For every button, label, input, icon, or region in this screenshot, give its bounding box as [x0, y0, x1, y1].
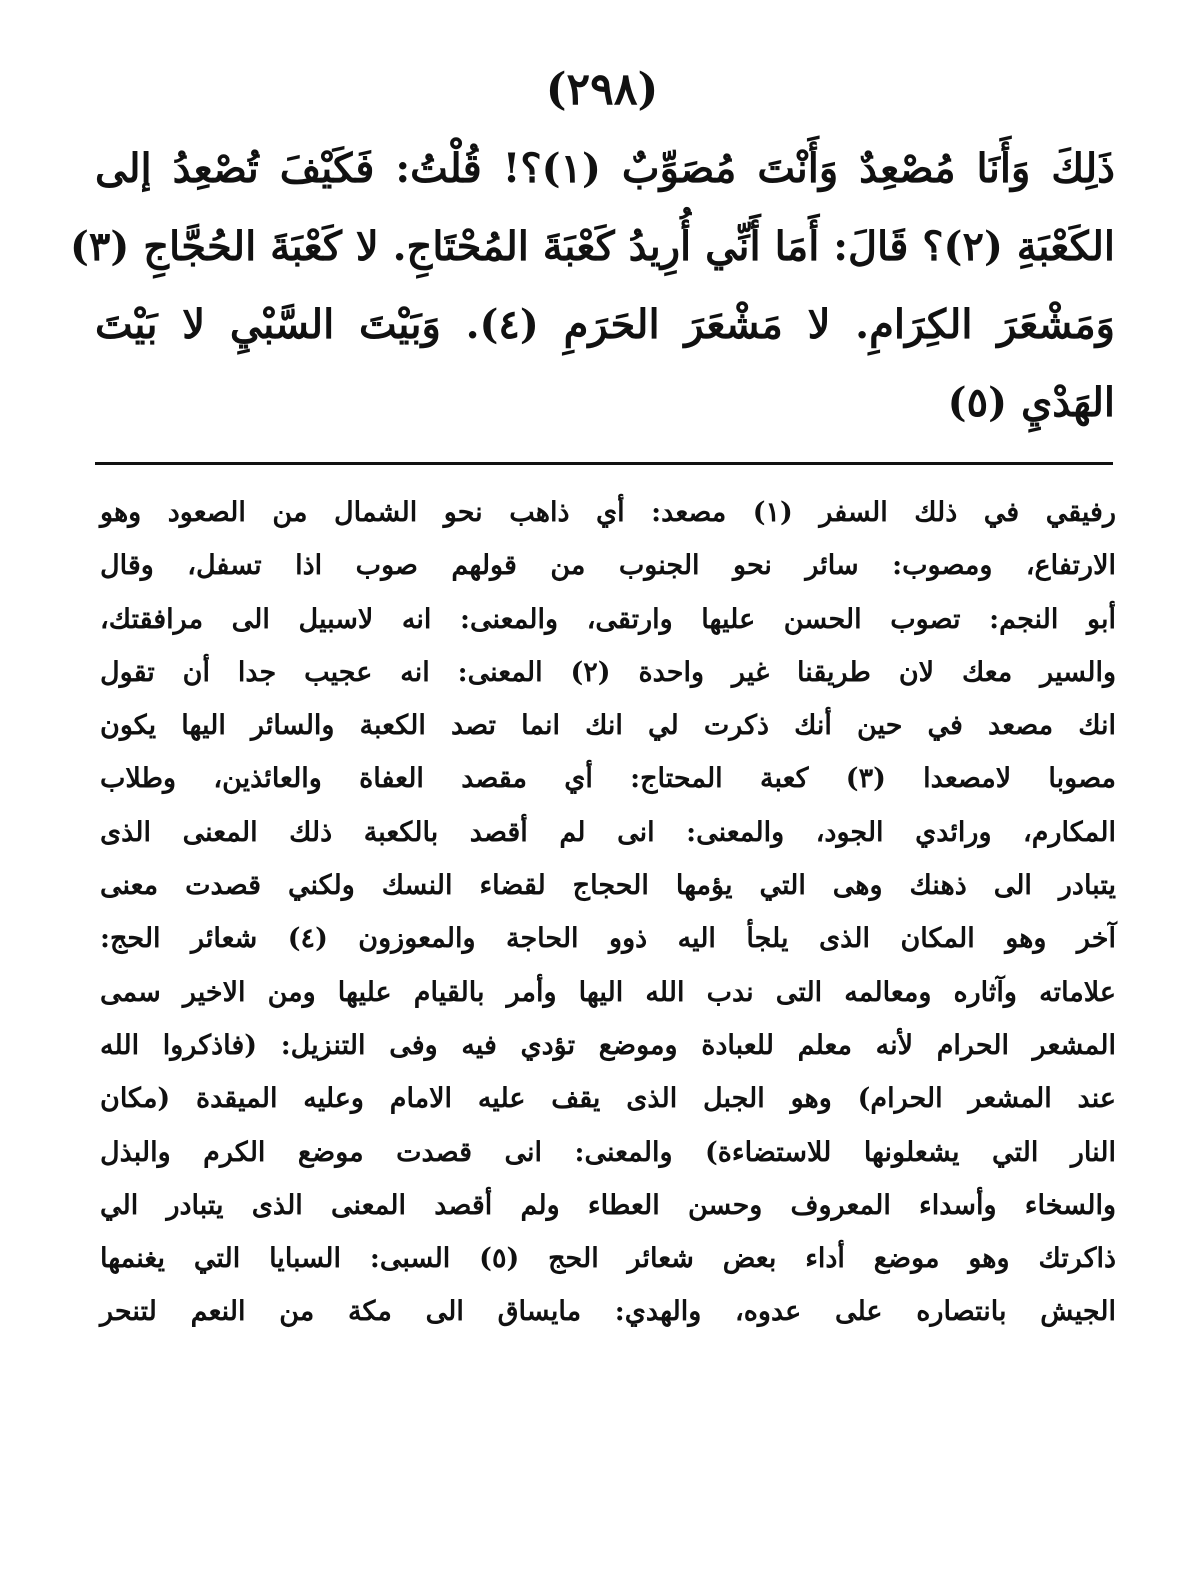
footnote-line: رفيقي في ذلك السفر (١) مصعد: أي ذاهب نحو الشمال من الصعود وهو — [100, 497, 1116, 528]
footnote-line: الجيش بانتصاره على عدوه، والهدي: مايساق الى مكة من النعم لتنحر — [100, 1296, 1116, 1328]
footnote-line: يتبادر الى ذهنك وهى التي يؤمها الحجاج لقضاء النسك ولكني قصدت معنى — [100, 870, 1116, 902]
footnote-line: النار التي يشعلونها للاستضاءة) والمعنى: انى قصدت موضع الكرم والبذل — [100, 1136, 1116, 1168]
footnote-divider — [95, 462, 1113, 465]
footnote-line: انك مصعد في حين أنك ذكرت لي انك انما تصد الكعبة والسائر اليها يكون — [100, 710, 1116, 742]
footnote-line: علاماته وآثاره ومعالمه التى ندب الله اليها وأمر بالقيام عليها ومن الاخير سمى — [100, 976, 1116, 1008]
footnote-line: عند المشعر الحرام) وهو الجبل الذى يقف عليه الامام وعليه الميقدة (مكان — [100, 1083, 1116, 1115]
main-text-line: الهَدْيِ (٥) — [947, 379, 1115, 426]
footnote-line: أبو النجم: تصوب الحسن عليها وارتقى، والمعنى: انه لاسبيل الى مرافقتك، — [100, 603, 1116, 635]
footnote-line: ذاكرتك وهو موضع أداء بعض شعائر الحج (٥) السبى: السبايا التي يغنمها — [100, 1243, 1116, 1275]
footnote-line: آخر وهو المكان الذى يلجأ اليه ذوو الحاجة والمعوزون (٤) شعائر الحج: — [100, 923, 1117, 955]
page-number: (٢٩٨) — [545, 64, 659, 115]
main-text-line: وَمَشْعَرَ الكِرَامِ. لا مَشْعَرَ الحَرَمِ (٤). وَبَيْتَ السَّبْيِ لا بَيْتَ — [95, 301, 1115, 348]
main-text-block — [69, 130, 1115, 442]
footnote-line: والسير معك لان طريقنا غير واحدة (٢) المعنى: انه عجيب جدا أن تقول — [100, 656, 1116, 688]
footnote-line: الارتفاع، ومصوب: سائر نحو الجنوب من قولهم صوب اذا تسفل، وقال — [100, 550, 1116, 582]
footnote-line: المكارم، ورائدي الجود، والمعنى: انى لم أقصد بالكعبة ذلك المعنى الذى — [100, 816, 1116, 848]
main-text-line: الكَعْبَةِ (٢)؟ قَالَ: أَمَا أَنِّي أُرِيدُ كَعْبَةَ المُحْتَاجِ. لا كَعْبَةَ الحُجَّاجِ (٣) — [69, 223, 1115, 270]
footnote-line: المشعر الحرام لأنه معلم للعبادة وموضع تؤدي فيه وفى التنزيل: (فاذكروا الله — [100, 1029, 1116, 1061]
footnotes-block — [100, 486, 1116, 1339]
footnote-line: مصوبا لامصعدا (٣) كعبة المحتاج: أي مقصد العفاة والعائذين، وطلاب — [100, 763, 1116, 795]
footnote-line: والسخاء وأسداء المعروف وحسن العطاء ولم أقصد المعنى الذى يتبادر الي — [100, 1189, 1116, 1221]
main-text-line: ذَلِكَ وَأَنَا مُصْعِدٌ وَأَنْتَ مُصَوِّبٌ (١)؟! قُلْتُ: فَكَيْفَ تُصْعِدُ إلى — [95, 145, 1115, 192]
